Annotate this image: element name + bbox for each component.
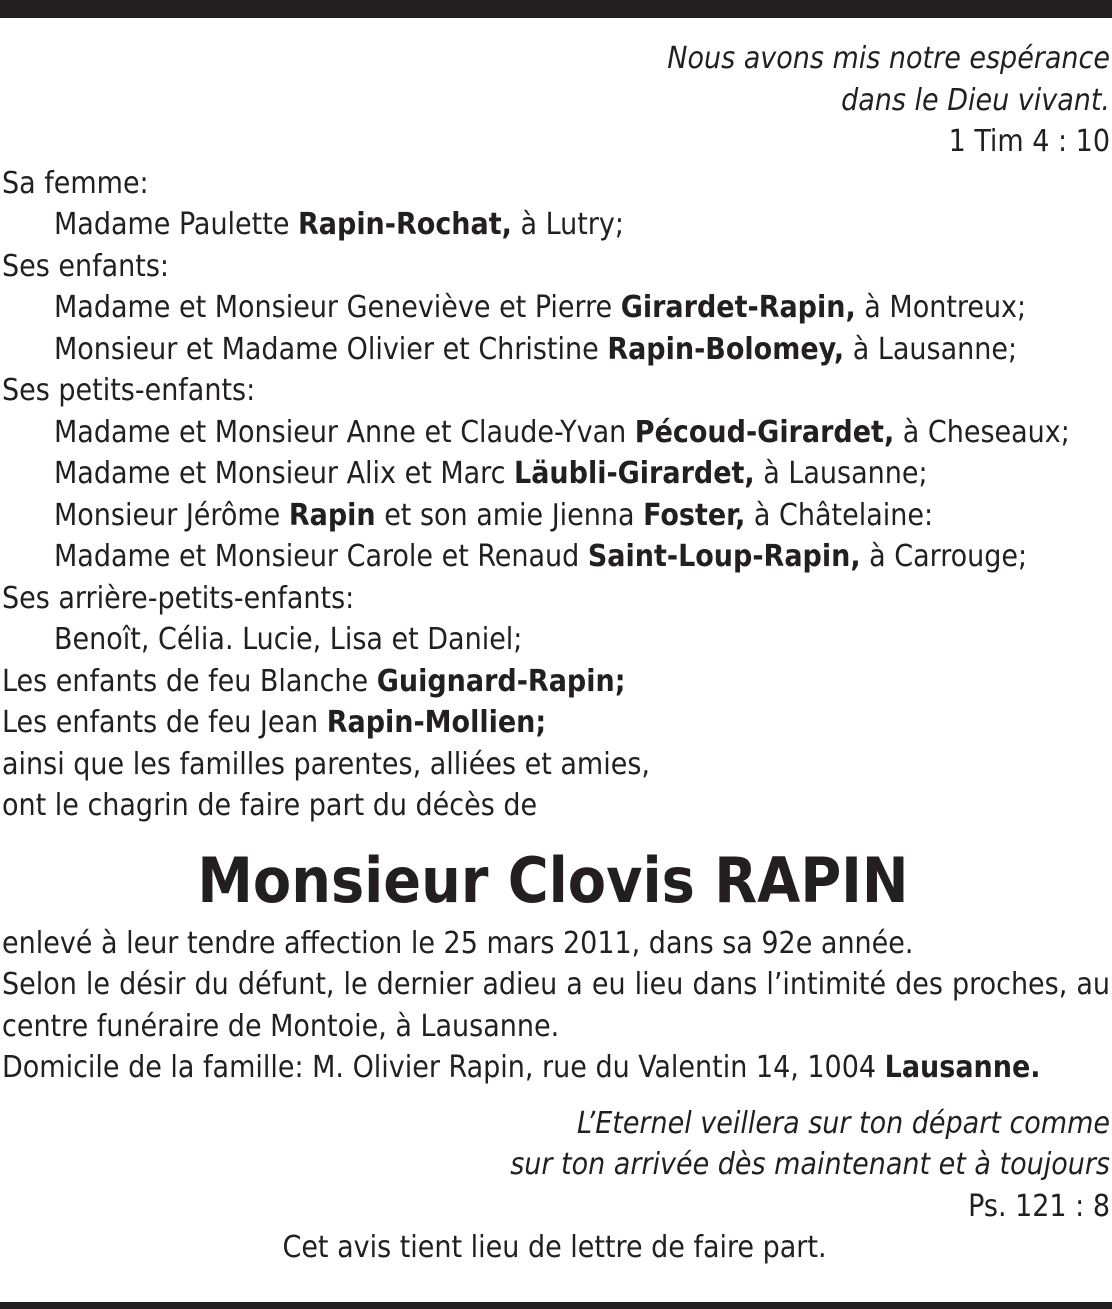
grandchildren-heading: Ses petits-enfants: <box>2 373 256 408</box>
family-name: Rapin-Bolomey, <box>607 331 845 367</box>
closing-verse-line-1: L’Eternel veillera sur ton départ comme <box>576 1105 1110 1141</box>
great-grandchildren-heading: Ses arrière-petits-enfants: <box>2 580 355 616</box>
opening-verse-line-1: Nous avons mis notre espérance <box>667 41 1110 76</box>
children-heading: Ses enfants: <box>2 248 169 284</box>
opening-verse-line-2: dans le Dieu vivant. <box>841 82 1110 118</box>
family-name: Rapin-Mollien; <box>326 705 547 740</box>
child-entry: Monsieur et Madame Olivier et Christine Rapin-Bolomey, à Lausanne; <box>54 331 1018 367</box>
family-name: Foster, <box>643 497 746 533</box>
wife-heading: Sa femme: <box>2 165 149 201</box>
bottom-rule <box>0 1302 1112 1309</box>
family-name: Saint-Loup-Rapin, <box>587 539 861 574</box>
wife-entry: Madame Paulette Rapin-Rochat, à Lutry; <box>54 207 624 242</box>
top-rule <box>0 0 1112 18</box>
child-entry: Madame et Monsieur Geneviève et Pierre Girardet-Rapin, à Montreux; <box>54 290 1027 325</box>
family-name: Rapin <box>288 497 376 533</box>
announce-line: ont le chagrin de faire part du décès de <box>2 788 538 823</box>
grandchild-entry: Monsieur Jérôme Rapin et son amie Jienna Foster, à Châtelaine: <box>54 497 934 533</box>
domicile-line: Domicile de la famille: M. Olivier Rapin, rue du Valentin 14, 1004 Lausanne. <box>2 1050 1041 1085</box>
family-name: Pécoud-Girardet, <box>634 414 895 450</box>
family-name: Rapin-Rochat, <box>298 207 512 242</box>
family-name: Girardet-Rapin, <box>620 290 856 325</box>
deceased-name: Monsieur Clovis RAPIN <box>197 843 909 917</box>
family-name: Guignard-Rapin; <box>376 663 626 699</box>
grandchild-entry: Madame et Monsieur Anne et Claude-Yvan Pécoud-Girardet, à Cheseaux; <box>54 414 1070 450</box>
closing-verse-reference: Ps. 121 : 8 <box>968 1188 1110 1224</box>
domicile-city: Lausanne. <box>884 1050 1041 1085</box>
great-grandchildren-entry: Benoît, Célia. Lucie, Lisa et Daniel; <box>54 622 523 657</box>
ceremony-paragraph: Selon le désir du défunt, le dernier adieu a eu lieu dans l’intimité des proches, au centre funéraire de Montoie, à Lausanne. <box>2 967 1110 1044</box>
family-name: Läubli-Girardet, <box>514 456 755 491</box>
closing-verse <box>2 1103 1110 1228</box>
late-jean-entry: Les enfants de feu Jean Rapin-Mollien; <box>2 705 547 740</box>
closing-verse-line-2: sur ton arrivée dès maintenant et à toujours <box>510 1147 1110 1182</box>
notice-line: Cet avis tient lieu de lettre de faire part. <box>282 1230 827 1265</box>
opening-verse-reference: 1 Tim 4 : 10 <box>948 124 1110 159</box>
late-blanche-entry: Les enfants de feu Blanche Guignard-Rapin; <box>2 663 626 699</box>
grandchild-entry: Madame et Monsieur Alix et Marc Läubli-Girardet, à Lausanne; <box>54 456 928 491</box>
notice-body <box>2 38 1110 1269</box>
passing-line: enlevé à leur tendre affection le 25 mars 2011, dans sa 92e année. <box>2 925 914 961</box>
spacer <box>2 1089 1110 1103</box>
opening-verse <box>2 38 1110 163</box>
grandchild-entry: Madame et Monsieur Carole et Renaud Saint-Loup-Rapin, à Carrouge; <box>54 539 1028 574</box>
relatives-line: ainsi que les familles parentes, alliées et amies, <box>2 746 650 782</box>
